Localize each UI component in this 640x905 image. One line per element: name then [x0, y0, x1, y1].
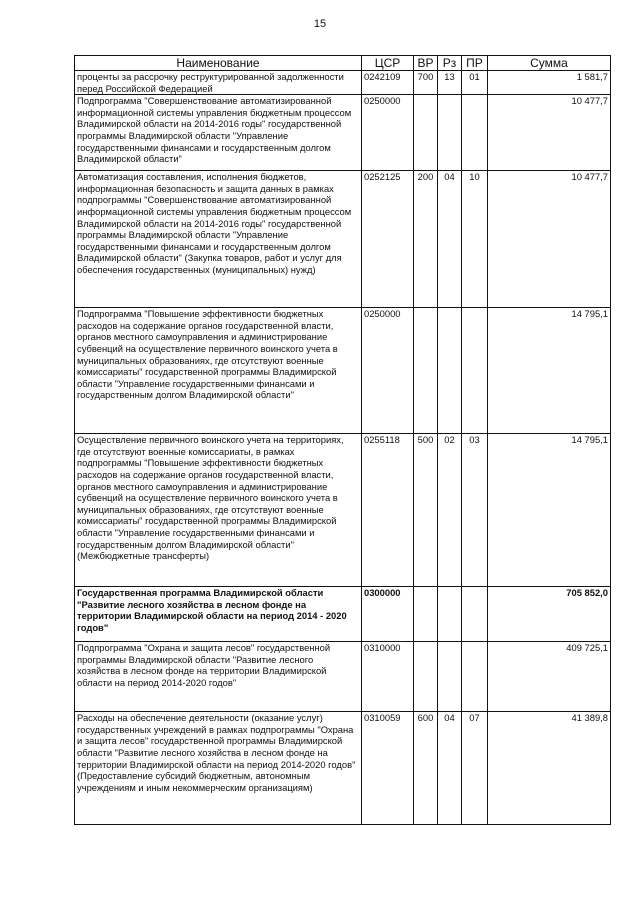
cell-vr: 500	[414, 434, 438, 587]
cell-pr: 07	[462, 712, 488, 825]
cell-rz	[438, 95, 462, 171]
header-sum: Сумма	[488, 56, 611, 71]
page-number: 15	[313, 18, 327, 30]
cell-rz: 13	[438, 71, 462, 95]
cell-sum: 14 795,1	[488, 434, 611, 587]
cell-csr: 0255118	[362, 434, 414, 587]
cell-rz: 04	[438, 171, 462, 308]
cell-vr: 200	[414, 171, 438, 308]
cell-name: Осуществление первичного воинского учета на территориях, где отсутствуют военные комиссариаты, в рамках подпрограммы "Повышение эффективности бюджетных расходов на содержание органов государственной власти, органов местного самоуправления и администрирование субвенций на осуществление первичного воинского учета в муниципальных образованиях, где отсутствуют военные комиссариаты" государственной программы Владимирской области "Управление государственными финансами и государственным долгом Владимирской области" (Межбюджетные трансферты)	[75, 434, 362, 587]
table-row	[75, 308, 611, 434]
cell-name: проценты за рассрочку реструктурированной задолженности перед Российской Федерацией	[75, 71, 362, 95]
table-row	[75, 171, 611, 308]
cell-sum: 10 477,7	[488, 95, 611, 171]
cell-csr: 0250000	[362, 308, 414, 434]
cell-pr	[462, 642, 488, 712]
cell-pr	[462, 95, 488, 171]
table-row	[75, 587, 611, 642]
header-name: Наименование	[75, 56, 362, 71]
cell-vr: 600	[414, 712, 438, 825]
cell-vr	[414, 308, 438, 434]
cell-sum: 10 477,7	[488, 171, 611, 308]
table-row	[75, 712, 611, 825]
cell-pr: 03	[462, 434, 488, 587]
cell-pr: 01	[462, 71, 488, 95]
cell-sum: 41 389,8	[488, 712, 611, 825]
cell-sum: 409 725,1	[488, 642, 611, 712]
table-body	[75, 71, 611, 825]
cell-name: Автоматизация составления, исполнения бюджетов, информационная безопасность и защита данных в рамках подпрограммы "Совершенствование автоматизированной информационной системы управления бюджетным процессом Владимирской области на 2014-2016 годы" государственной программы Владимирской области "Управление государственными финансами и государственным долгом Владимирской области" (Закупка товаров, работ и услуг для обеспечения государственных (муниципальных) нужд)	[75, 171, 362, 308]
cell-csr: 0300000	[362, 587, 414, 642]
header-vr: ВР	[414, 56, 438, 71]
cell-name: Подпрограмма "Повышение эффективности бюджетных расходов на содержание органов государственной власти, органов местного самоуправления и администрирование субвенций на осуществление первичного воинского учета в муниципальных образованиях, где отсутствуют военные комиссариаты" государственной программы Владимирской области "Управление государственными финансами и государственным долгом Владимирской области"	[75, 308, 362, 434]
cell-name: Государственная программа Владимирской области "Развитие лесного хозяйства в лесном фонде на территории Владимирской области на период 2014 - 2020 годов"	[75, 587, 362, 642]
cell-vr	[414, 642, 438, 712]
cell-rz	[438, 587, 462, 642]
cell-pr: 10	[462, 171, 488, 308]
cell-rz: 02	[438, 434, 462, 587]
cell-vr: 700	[414, 71, 438, 95]
budget-table	[74, 55, 611, 825]
cell-csr: 0252125	[362, 171, 414, 308]
cell-pr	[462, 308, 488, 434]
cell-name: Расходы на обеспечение деятельности (оказание услуг) государственных учреждений в рамках подпрограммы "Охрана и защита лесов" государственной программы Владимирской области "Развитие лесного хозяйства в лесном фонде на территории Владимирской области на период 2014-2020 годов" (Предоставление субсидий бюджетным, автономным учреждениям и иным некоммерческим организациям)	[75, 712, 362, 825]
cell-vr	[414, 95, 438, 171]
header-rz: Рз	[438, 56, 462, 71]
table-row	[75, 71, 611, 95]
table-row	[75, 95, 611, 171]
table-row	[75, 434, 611, 587]
cell-rz: 04	[438, 712, 462, 825]
cell-vr	[414, 587, 438, 642]
cell-csr: 0242109	[362, 71, 414, 95]
table-row	[75, 642, 611, 712]
cell-name: Подпрограмма "Охрана и защита лесов" государственной программы Владимирской области "Развитие лесного хозяйства в лесном фонде на территории Владимирской области на период 2014-2020 годов"	[75, 642, 362, 712]
cell-csr: 0250000	[362, 95, 414, 171]
cell-sum: 14 795,1	[488, 308, 611, 434]
cell-name: Подпрограмма "Совершенствование автоматизированной информационной системы управления бюджетным процессом Владимирской области на 2014-2016 годы" государственной программы Владимирской области "Управление государственными финансами и государственным долгом Владимирской области"	[75, 95, 362, 171]
cell-pr	[462, 587, 488, 642]
header-pr: ПР	[462, 56, 488, 71]
table-header-row	[75, 56, 611, 71]
cell-csr: 0310000	[362, 642, 414, 712]
cell-csr: 0310059	[362, 712, 414, 825]
cell-rz	[438, 642, 462, 712]
cell-sum: 705 852,0	[488, 587, 611, 642]
cell-sum: 1 581,7	[488, 71, 611, 95]
header-csr: ЦСР	[362, 56, 414, 71]
cell-rz	[438, 308, 462, 434]
